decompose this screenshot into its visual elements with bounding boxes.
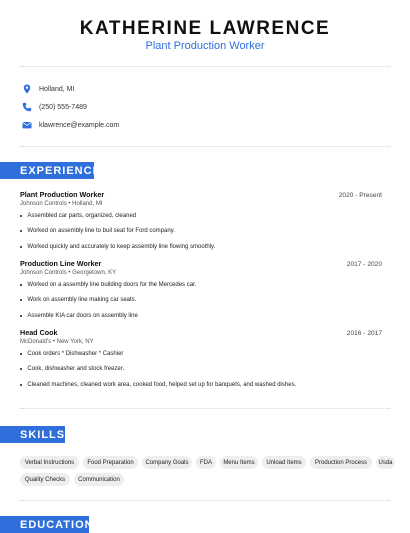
job-title: Plant Production Worker bbox=[145, 40, 265, 52]
job-entry-title: Head Cook bbox=[20, 328, 58, 337]
contact-location bbox=[22, 82, 74, 96]
bullet-text: Assembled car parts, organized, cleaned bbox=[27, 213, 137, 219]
bullet-text: Work on assembly line making car seats. bbox=[27, 297, 137, 303]
skill-chip: Verbal Instructions bbox=[20, 456, 79, 469]
bullet-text: Cook, dishwasher and stock freezer. bbox=[27, 366, 125, 372]
skill-chip: Unload Items bbox=[262, 456, 306, 469]
skill-chip: Quality Checks bbox=[20, 473, 70, 486]
bullet-dot bbox=[20, 246, 22, 248]
bullet-item bbox=[20, 313, 138, 319]
contact-location-text: Holland, MI bbox=[39, 85, 75, 93]
section-header-education bbox=[0, 516, 94, 533]
bullet-dot bbox=[20, 353, 22, 355]
skill-chip: FDA bbox=[196, 456, 216, 469]
job-entry bbox=[20, 190, 382, 207]
bullet-dot bbox=[20, 284, 22, 286]
contact-email-text[interactable]: klawrence@example.com bbox=[39, 121, 120, 129]
bullet-dot bbox=[20, 315, 22, 317]
bullet-item bbox=[20, 366, 124, 372]
phone-icon bbox=[22, 102, 32, 112]
skill-chip: Food Preparation bbox=[83, 456, 138, 469]
skill-chip: Usda bbox=[376, 456, 395, 469]
section-header-skills bbox=[0, 426, 65, 443]
job-entry-dates: 2016 - 2017 bbox=[346, 330, 382, 337]
section-header-experience bbox=[0, 162, 101, 179]
job-entry-company-line: McDonald's • New York, NY bbox=[20, 339, 94, 345]
bullet-item bbox=[20, 351, 123, 357]
job-entry bbox=[20, 328, 382, 345]
bullet-item bbox=[20, 244, 215, 250]
job-entry-dates: 2017 - 2020 bbox=[346, 261, 382, 268]
bullet-item bbox=[20, 297, 136, 303]
job-entry-company-line: Johnson Controls • Holland, MI bbox=[20, 201, 103, 207]
company-name: Johnson Controls bbox=[20, 201, 67, 207]
bullet-text: Cleaned machines, cleaned work area, cooked food, helped set up for banquets, and washed dishes. bbox=[27, 382, 297, 388]
bullet-dot bbox=[20, 384, 22, 386]
divider bbox=[20, 66, 390, 67]
bullet-text: Cook orders * Dishwasher * Cashier bbox=[27, 351, 124, 357]
company-name: Johnson Controls bbox=[20, 270, 67, 276]
skill-chip: Production Process bbox=[310, 456, 372, 469]
contact-phone-text: (250) 555-7489 bbox=[39, 103, 87, 111]
email-icon bbox=[22, 120, 32, 130]
bullet-item bbox=[20, 213, 136, 219]
company-location: Holland, MI bbox=[72, 201, 103, 207]
candidate-name: KATHERINE LAWRENCE bbox=[79, 18, 331, 39]
bullet-text: Worked on a assembly line building doors for the Mercedes car. bbox=[27, 282, 197, 288]
bullet-dot bbox=[20, 299, 22, 301]
bullet-dot bbox=[20, 230, 22, 232]
section-title: EDUCATION bbox=[20, 518, 94, 531]
contact-phone bbox=[22, 100, 87, 114]
divider bbox=[20, 146, 390, 147]
job-entry bbox=[20, 259, 382, 276]
bullet-text: Assemble KIA car doors on assembly line bbox=[27, 313, 138, 319]
company-name: McDonald's bbox=[20, 339, 52, 345]
job-entry-company-line: Johnson Controls • Georgetown, KY bbox=[20, 270, 117, 276]
location-pin-icon bbox=[22, 84, 32, 94]
divider bbox=[20, 500, 390, 501]
bullet-item bbox=[20, 228, 175, 234]
bullet-dot bbox=[20, 368, 22, 370]
company-location: New York, NY bbox=[56, 339, 94, 345]
section-title: SKILLS bbox=[20, 428, 66, 441]
skill-chip: Menu Items bbox=[220, 456, 258, 469]
bullet-item bbox=[20, 282, 196, 288]
divider bbox=[20, 408, 390, 409]
job-entry-dates: 2020 - Present bbox=[338, 192, 382, 199]
job-entry-title: Production Line Worker bbox=[20, 259, 102, 268]
skill-chip: Company Goals bbox=[142, 456, 192, 469]
bullet-text: Worked on assembly line to buil seat for Ford company. bbox=[27, 228, 175, 234]
bullet-item bbox=[20, 382, 296, 388]
job-entry-title: Plant Production Worker bbox=[20, 190, 105, 199]
skill-chip: Communication bbox=[74, 473, 124, 486]
bullet-dot bbox=[20, 215, 22, 217]
company-location: Georgetown, KY bbox=[72, 270, 117, 276]
bullet-text: Worked quickly and accurately to keep assembly line flowing smoothly. bbox=[27, 244, 216, 250]
section-title: EXPERIENCE bbox=[20, 164, 101, 177]
contact-email[interactable] bbox=[22, 118, 119, 132]
